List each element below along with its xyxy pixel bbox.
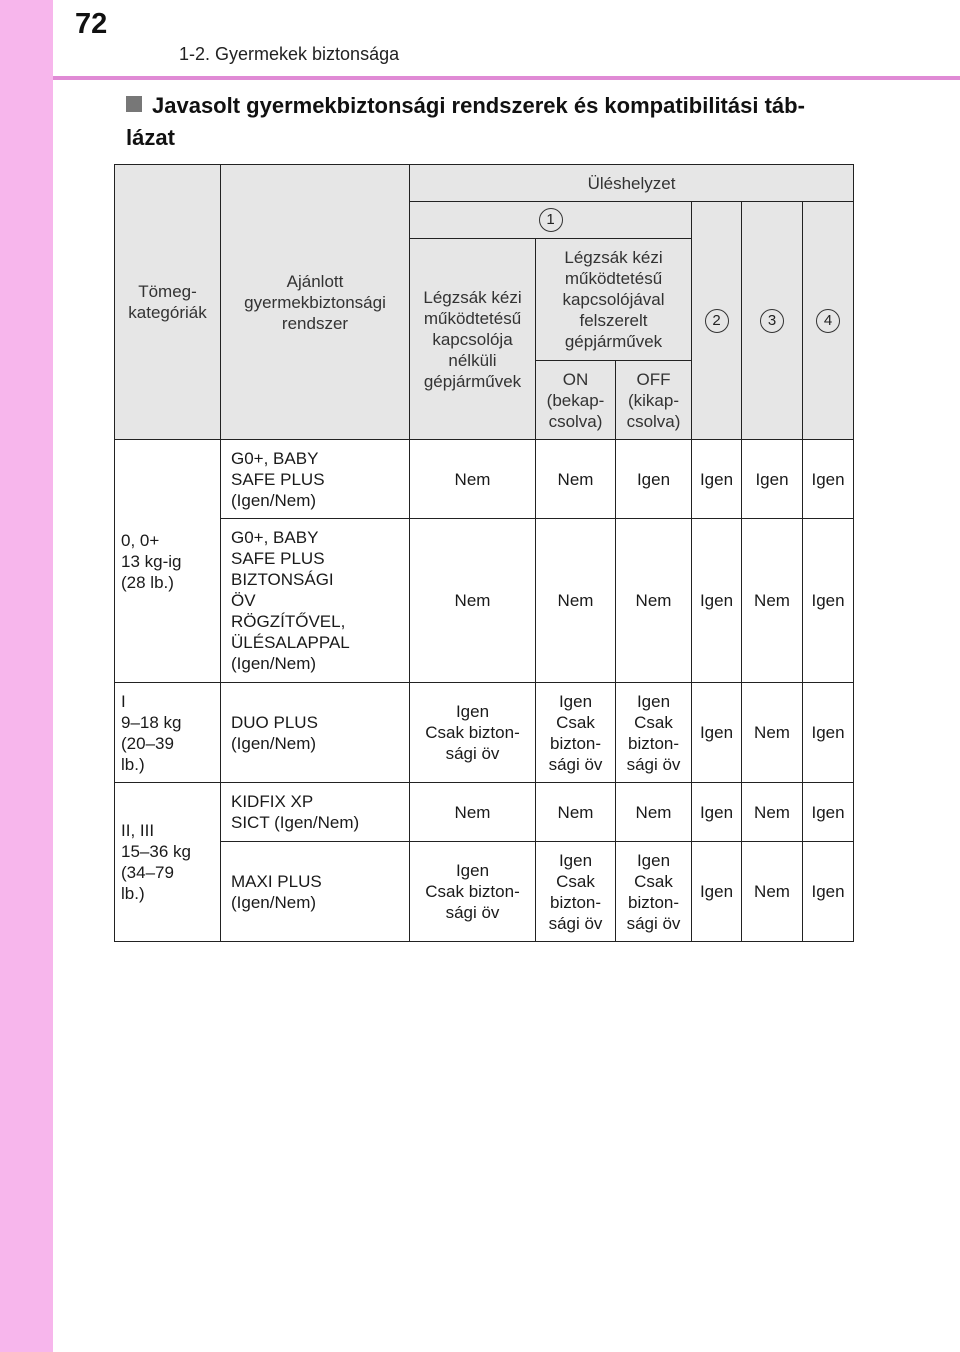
compatibility-value-cell: Igen [742,440,803,519]
weight-category-cell: I 9–18 kg (20–39 lb.) [115,683,221,783]
compatibility-value-cell: Igen [692,842,742,942]
seat-number-2-icon: 2 [705,309,729,333]
compatibility-value-cell: Nem [742,842,803,942]
compatibility-value-cell: Nem [536,440,616,519]
compatibility-value-cell: Nem [742,783,803,842]
page-side-strip [0,0,53,1352]
compatibility-value-cell: Nem [742,519,803,683]
seat-3-header [742,202,803,440]
child-seat-system-cell: DUO PLUS (Igen/Nem) [221,683,410,783]
seat-number-4-icon: 4 [816,309,840,333]
seat-number-1-icon: 1 [539,208,563,232]
header-weight-category: Tömeg-kategóriák [115,165,221,440]
header-seat-position: Üléshelyzet [410,165,854,202]
section-heading [126,90,846,154]
table-row [115,519,854,683]
compatibility-value-cell: Igen Csak bizton- sági öv [616,842,692,942]
square-bullet-icon [126,96,142,112]
compatibility-value-cell: Igen [692,440,742,519]
header-recommended-system: Ajánlott gyermekbiztonsági rendszer [221,165,410,440]
compatibility-value-cell: Nem [536,783,616,842]
compatibility-value-cell: Igen Csak bizton- sági öv [410,842,536,942]
table-row [115,783,854,842]
subheader-with-airbag-switch: Légzsák kézi működtetésű kapcsolójával felszerelt gépjárművek [536,239,692,361]
table-row [115,440,854,519]
compatibility-value-cell: Igen [803,683,854,783]
compatibility-value-cell: Igen [692,683,742,783]
subheader-switch-on: ON (bekap-csolva) [536,361,616,440]
seat-4-header [803,202,854,440]
compatibility-value-cell: Nem [410,519,536,683]
header-divider [53,76,960,80]
compatibility-value-cell: Igen Csak bizton- sági öv [536,842,616,942]
compatibility-value-cell: Igen [803,842,854,942]
compatibility-value-cell: Nem [536,519,616,683]
compatibility-value-cell: Igen [803,519,854,683]
seat-number-3-icon: 3 [760,309,784,333]
compatibility-value-cell: Igen [692,519,742,683]
weight-category-cell: 0, 0+ 13 kg-ig (28 lb.) [115,440,221,683]
compatibility-value-cell: Nem [410,783,536,842]
compatibility-value-cell: Igen Csak bizton- sági öv [616,683,692,783]
compatibility-value-cell: Nem [616,783,692,842]
compatibility-value-cell: Igen Csak bizton- sági öv [410,683,536,783]
subheader-no-airbag-switch: Légzsák kézi működtetésű kapcsolója nélküli gépjárművek [410,239,536,440]
seat-1-header [410,202,692,239]
seat-2-header [692,202,742,440]
child-seat-system-cell: G0+, BABY SAFE PLUS BIZTONSÁGI ÖV RÖGZÍTŐVEL, ÜLÉSALAPPAL (Igen/Nem) [221,519,410,683]
chapter-title: 1-2. Gyermekek biztonsága [179,44,400,64]
compatibility-table [114,164,854,942]
compatibility-value-cell: Nem [742,683,803,783]
page-header [53,0,960,80]
child-seat-system-cell: MAXI PLUS (Igen/Nem) [221,842,410,942]
compatibility-value-cell: Igen Csak bizton- sági öv [536,683,616,783]
compatibility-value-cell: Igen [692,783,742,842]
section-heading-text: Javasolt gyermekbiztonsági rendszerek és kompatibilitási táb-lázat [126,93,805,150]
compatibility-value-cell: Igen [616,440,692,519]
compatibility-value-cell: Nem [616,519,692,683]
compatibility-value-cell: Igen [803,783,854,842]
compatibility-value-cell: Nem [410,440,536,519]
subheader-switch-off: OFF (kikap-csolva) [616,361,692,440]
table-row [115,842,854,942]
compatibility-value-cell: Igen [803,440,854,519]
child-seat-system-cell: G0+, BABY SAFE PLUS (Igen/Nem) [221,440,410,519]
child-seat-system-cell: KIDFIX XP SICT (Igen/Nem) [221,783,410,842]
page-number: 72 [75,8,108,40]
weight-category-cell: II, III 15–36 kg (34–79 lb.) [115,783,221,942]
table-row [115,683,854,783]
